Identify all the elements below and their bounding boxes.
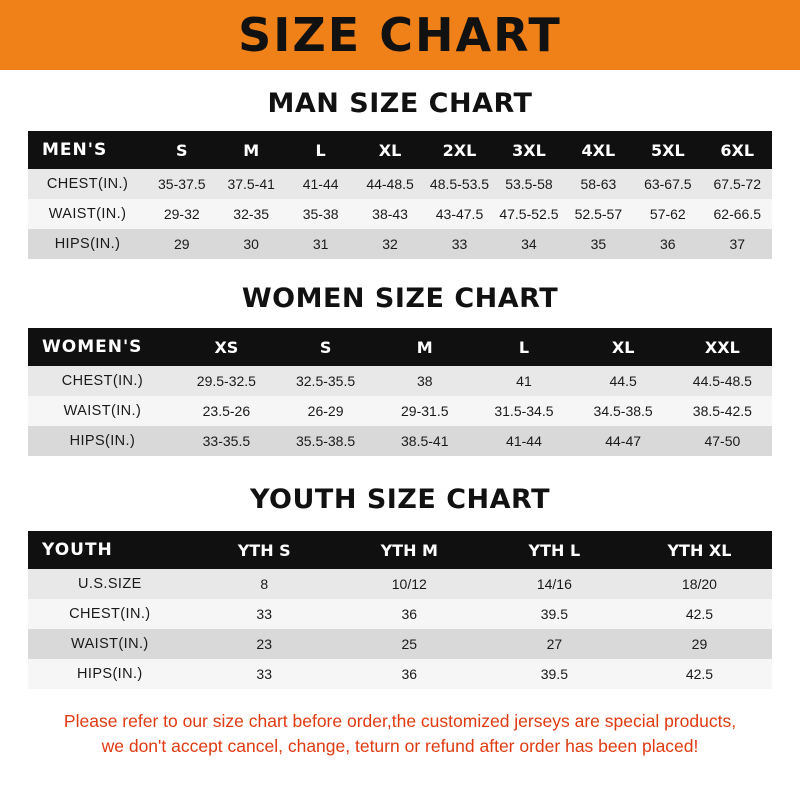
- column-header: MEN'S: [28, 131, 147, 169]
- table-cell: 36: [337, 659, 482, 689]
- table-cell: 37: [703, 229, 772, 259]
- table-cell: 63-67.5: [633, 169, 702, 199]
- youth-size-table: [28, 531, 772, 689]
- table-cell: 38-43: [355, 199, 424, 229]
- table-cell: 47-50: [673, 426, 772, 456]
- table-cell: 26-29: [276, 396, 375, 426]
- row-label: CHEST(IN.): [28, 169, 147, 199]
- women-section-title: WOMEN SIZE CHART: [241, 283, 559, 314]
- table-cell: 35.5-38.5: [276, 426, 375, 456]
- column-header: L: [286, 131, 355, 169]
- table-row: [28, 396, 772, 426]
- table-cell: 52.5-57: [564, 199, 633, 229]
- table-cell: 27: [482, 629, 627, 659]
- table-cell: 57-62: [633, 199, 702, 229]
- table-cell: 32-35: [216, 199, 285, 229]
- table-cell: 58-63: [564, 169, 633, 199]
- table-cell: 35-38: [286, 199, 355, 229]
- table-cell: 41: [474, 366, 573, 396]
- row-label: HIPS(IN.): [28, 229, 147, 259]
- table-cell: 33: [192, 599, 337, 629]
- column-header: WOMEN'S: [28, 328, 177, 366]
- table-cell: 29: [627, 629, 772, 659]
- table-header-row: [28, 531, 772, 569]
- table-row: [28, 366, 772, 396]
- table-cell: 29: [147, 229, 216, 259]
- table-cell: 29-31.5: [375, 396, 474, 426]
- table-header-row: [28, 131, 772, 169]
- table-row: [28, 599, 772, 629]
- men-size-table: [28, 131, 772, 259]
- header-banner: [0, 0, 800, 70]
- table-cell: 39.5: [482, 599, 627, 629]
- table-row: [28, 229, 772, 259]
- table-cell: 41-44: [286, 169, 355, 199]
- women-size-table: [28, 328, 772, 456]
- table-row: [28, 659, 772, 689]
- table-cell: 30: [216, 229, 285, 259]
- table-cell: 42.5: [627, 599, 772, 629]
- table-cell: 25: [337, 629, 482, 659]
- row-label: CHEST(IN.): [28, 366, 177, 396]
- row-label: HIPS(IN.): [28, 659, 192, 689]
- table-cell: 31.5-34.5: [474, 396, 573, 426]
- table-cell: 44.5: [574, 366, 673, 396]
- table-cell: 34: [494, 229, 563, 259]
- column-header: YOUTH: [28, 531, 192, 569]
- youth-table-wrap: [0, 531, 800, 689]
- table-row: [28, 199, 772, 229]
- column-header: YTH XL: [627, 531, 772, 569]
- table-cell: 62-66.5: [703, 199, 772, 229]
- table-cell: 41-44: [474, 426, 573, 456]
- table-cell: 38.5-41: [375, 426, 474, 456]
- table-cell: 23.5-26: [177, 396, 276, 426]
- women-table-wrap: [0, 328, 800, 456]
- column-header: YTH L: [482, 531, 627, 569]
- table-row: [28, 426, 772, 456]
- table-cell: 32.5-35.5: [276, 366, 375, 396]
- column-header: S: [147, 131, 216, 169]
- column-header: XXL: [673, 328, 772, 366]
- column-header: S: [276, 328, 375, 366]
- column-header: YTH M: [337, 531, 482, 569]
- table-header-row: [28, 328, 772, 366]
- row-label: WAIST(IN.): [28, 199, 147, 229]
- row-label: U.S.SIZE: [28, 569, 192, 599]
- column-header: XS: [177, 328, 276, 366]
- table-cell: 36: [337, 599, 482, 629]
- table-cell: 37.5-41: [216, 169, 285, 199]
- table-cell: 67.5-72: [703, 169, 772, 199]
- table-cell: 35-37.5: [147, 169, 216, 199]
- table-cell: 42.5: [627, 659, 772, 689]
- column-header: 4XL: [564, 131, 633, 169]
- row-label: WAIST(IN.): [28, 396, 177, 426]
- note-line-1: Please refer to our size chart before order,the customized jerseys are special products,: [63, 711, 737, 731]
- table-cell: 44-48.5: [355, 169, 424, 199]
- column-header: 6XL: [703, 131, 772, 169]
- table-cell: 39.5: [482, 659, 627, 689]
- column-header: M: [216, 131, 285, 169]
- column-header: M: [375, 328, 474, 366]
- row-label: WAIST(IN.): [28, 629, 192, 659]
- table-cell: 31: [286, 229, 355, 259]
- table-cell: 32: [355, 229, 424, 259]
- table-cell: 14/16: [482, 569, 627, 599]
- youth-section-title: YOUTH SIZE CHART: [249, 484, 551, 515]
- row-label: HIPS(IN.): [28, 426, 177, 456]
- page-title: SIZE CHART: [238, 8, 562, 62]
- table-cell: 33: [192, 659, 337, 689]
- column-header: XL: [574, 328, 673, 366]
- table-cell: 47.5-52.5: [494, 199, 563, 229]
- column-header: 2XL: [425, 131, 494, 169]
- table-cell: 18/20: [627, 569, 772, 599]
- table-row: [28, 629, 772, 659]
- column-header: YTH S: [192, 531, 337, 569]
- table-cell: 29.5-32.5: [177, 366, 276, 396]
- table-cell: 33: [425, 229, 494, 259]
- table-cell: 44-47: [574, 426, 673, 456]
- table-cell: 36: [633, 229, 702, 259]
- men-section-title: MAN SIZE CHART: [267, 88, 533, 119]
- column-header: L: [474, 328, 573, 366]
- note-line-2: we don't accept cancel, change, teturn or refund after order has been placed!: [101, 736, 699, 757]
- table-cell: 23: [192, 629, 337, 659]
- table-cell: 34.5-38.5: [574, 396, 673, 426]
- table-cell: 53.5-58: [494, 169, 563, 199]
- column-header: 5XL: [633, 131, 702, 169]
- disclaimer-note: [0, 709, 800, 760]
- column-header: XL: [355, 131, 424, 169]
- table-cell: 44.5-48.5: [673, 366, 772, 396]
- table-cell: 38: [375, 366, 474, 396]
- table-cell: 29-32: [147, 199, 216, 229]
- table-cell: 35: [564, 229, 633, 259]
- table-cell: 48.5-53.5: [425, 169, 494, 199]
- row-label: CHEST(IN.): [28, 599, 192, 629]
- men-table-wrap: [0, 131, 800, 259]
- table-row: [28, 169, 772, 199]
- table-cell: 43-47.5: [425, 199, 494, 229]
- column-header: 3XL: [494, 131, 563, 169]
- table-cell: 10/12: [337, 569, 482, 599]
- table-cell: 33-35.5: [177, 426, 276, 456]
- table-cell: 8: [192, 569, 337, 599]
- table-cell: 38.5-42.5: [673, 396, 772, 426]
- table-row: [28, 569, 772, 599]
